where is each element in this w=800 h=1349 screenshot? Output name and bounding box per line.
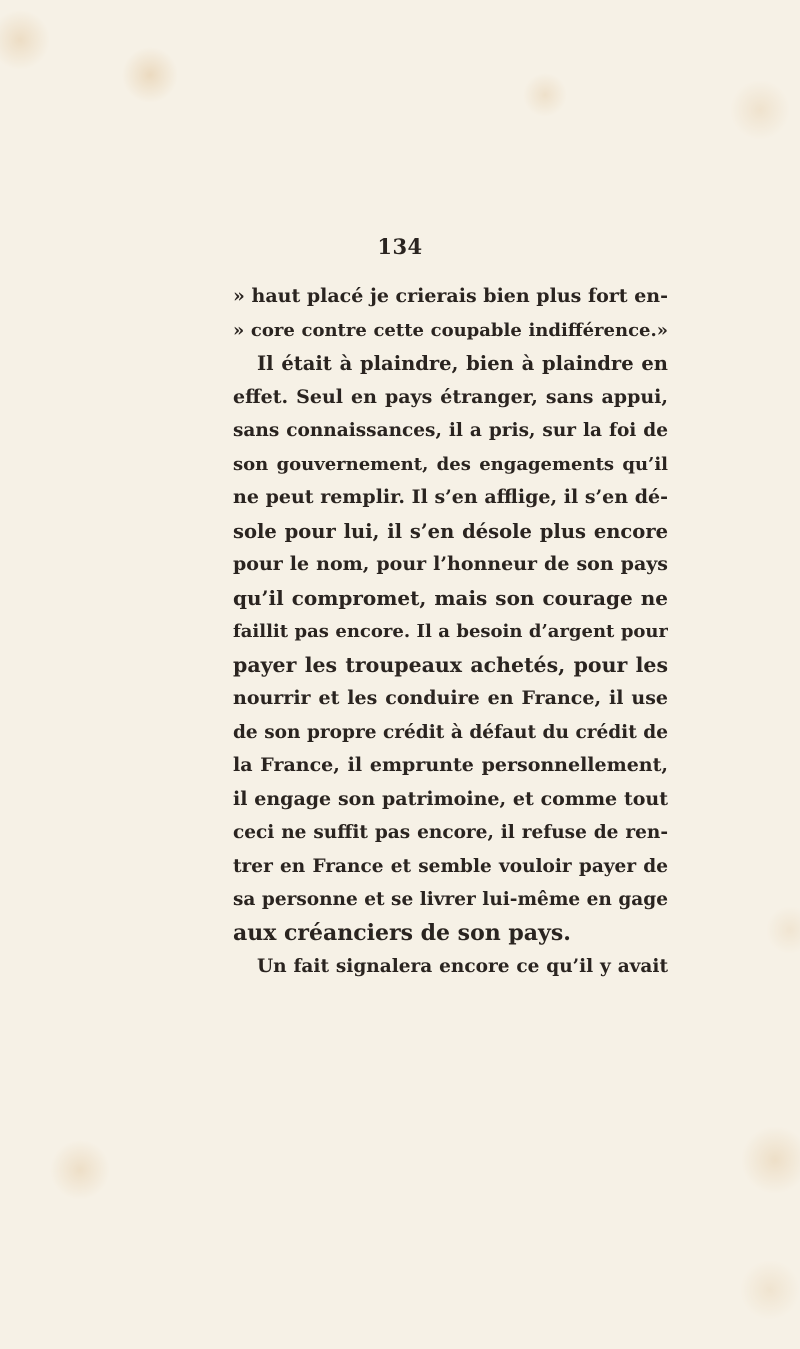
text-line: il engage son patrimoine, et comme tout xyxy=(233,787,668,810)
text-line: nourrir et les conduire en France, il use xyxy=(233,687,668,709)
text-line: son gouvernement, des engagements qu’il xyxy=(233,453,668,475)
text-line: » core contre cette coupable indifférence.» xyxy=(233,319,668,341)
text-line: faillit pas encore. Il a besoin d’argent pour xyxy=(233,621,668,642)
body-text xyxy=(233,280,668,984)
text-line: Un fait signalera encore ce qu’il y avait xyxy=(257,956,668,977)
text-line: sans connaissances, il a pris, sur la foi de xyxy=(233,420,668,441)
text-line: effet. Seul en pays étranger, sans appui, xyxy=(233,385,668,408)
text-line: sole pour lui, il s’en désole plus encore xyxy=(233,519,668,543)
text-line: ne peut remplir. Il s’en afflige, il s’en dé- xyxy=(233,486,668,508)
text-line: de son propre crédit à défaut du crédit de xyxy=(233,721,668,743)
text-line: trer en France et semble vouloir payer de xyxy=(233,855,668,877)
text-line: » haut placé je crierais bien plus fort en- xyxy=(233,285,668,307)
text-line: la France, il emprunte personnellement, xyxy=(233,754,668,776)
text-line: Il était à plaindre, bien à plaindre en xyxy=(257,352,668,375)
text-line: aux créanciers de son pays. xyxy=(233,919,571,946)
text-line: ceci ne suffit pas encore, il refuse de ren- xyxy=(233,822,668,843)
page-number: 134 xyxy=(377,234,423,259)
text-line: sa personne et se livrer lui-même en gage xyxy=(233,889,668,910)
text-line: qu’il compromet, mais son courage ne xyxy=(233,585,668,610)
text-line: payer les troupeaux achetés, pour les xyxy=(233,652,668,677)
text-line: pour le nom, pour l’honneur de son pays xyxy=(233,553,668,575)
